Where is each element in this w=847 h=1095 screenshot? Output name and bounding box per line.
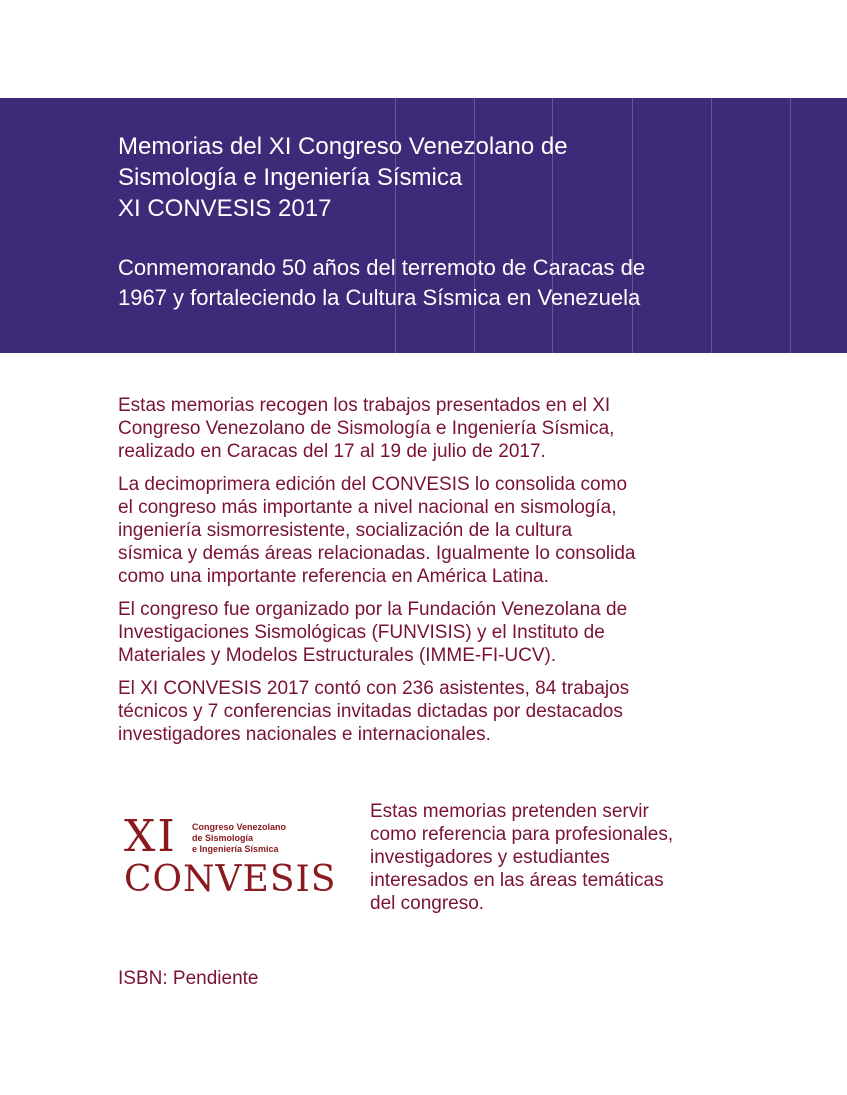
logo-numeral: XI: [124, 811, 177, 862]
text-line: investigadores y estudiantes: [370, 847, 610, 868]
text-line: técnicos y 7 conferencias invitadas dictadas por destacados: [118, 701, 623, 722]
text-line: del congreso.: [370, 893, 485, 914]
text-line: Investigaciones Sismológicas (FUNVISIS) y el Instituto de: [118, 622, 605, 643]
text-line: investigadores nacionales e internacionales.: [118, 724, 491, 745]
text-line: ingeniería sismorresistente, socialización de la cultura: [118, 520, 573, 541]
text-line: El XI CONVESIS 2017 contó con 236 asistentes, 84 trabajos: [118, 678, 630, 699]
text-line: Estas memorias pretenden servir: [370, 801, 649, 822]
title-line: Sismología e Ingeniería Sísmica: [118, 164, 463, 191]
text-line: realizado en Caracas del 17 al 19 de julio de 2017.: [118, 441, 546, 462]
document-title: [118, 131, 568, 224]
banner-divider-line: [711, 98, 712, 353]
subtitle-line: 1967 y fortaleciendo la Cultura Sísmica en Venezuela: [118, 285, 641, 310]
isbn-label: ISBN: Pendiente: [118, 968, 259, 989]
text-line: El congreso fue organizado por la Fundación Venezolana de: [118, 599, 628, 620]
convesis-logo: [122, 811, 352, 904]
text-line: sísmica y demás áreas relacionadas. Igualmente lo consolida: [118, 543, 636, 564]
text-line: como referencia para profesionales,: [370, 824, 674, 845]
body-text: [118, 384, 738, 756]
document-subtitle: [118, 253, 645, 313]
text-line: interesados en las áreas temáticas: [370, 870, 664, 891]
text-line: Congreso Venezolano de Sismología e Ingeniería Sísmica,: [118, 418, 615, 439]
logo-description-line: Congreso Venezolano: [192, 822, 287, 832]
logo-description-line: e Ingeniería Sísmica: [192, 844, 279, 854]
text-line: el congreso más importante a nivel nacional en sismología,: [118, 497, 617, 518]
text-line: Materiales y Modelos Estructurales (IMME-FI-UCV).: [118, 645, 557, 666]
banner-divider-line: [790, 98, 791, 353]
subtitle-line: Conmemorando 50 años del terremoto de Caracas de: [118, 255, 646, 280]
logo-description: [192, 822, 286, 855]
text-line: La decimoprimera edición del CONVESIS lo consolida como: [118, 474, 628, 495]
title-banner: [0, 98, 847, 353]
text-line: Estas memorias recogen los trabajos presentados en el XI: [118, 395, 611, 416]
logo-description-line: de Sismología: [192, 833, 254, 843]
logo-name: CONVESIS: [124, 859, 337, 900]
text-line: como una importante referencia en América Latina.: [118, 566, 549, 587]
title-line: Memorias del XI Congreso Venezolano de: [118, 133, 568, 160]
title-line: XI CONVESIS 2017: [118, 195, 332, 222]
purpose-text: [370, 800, 750, 915]
banner-divider-line: [632, 98, 633, 353]
